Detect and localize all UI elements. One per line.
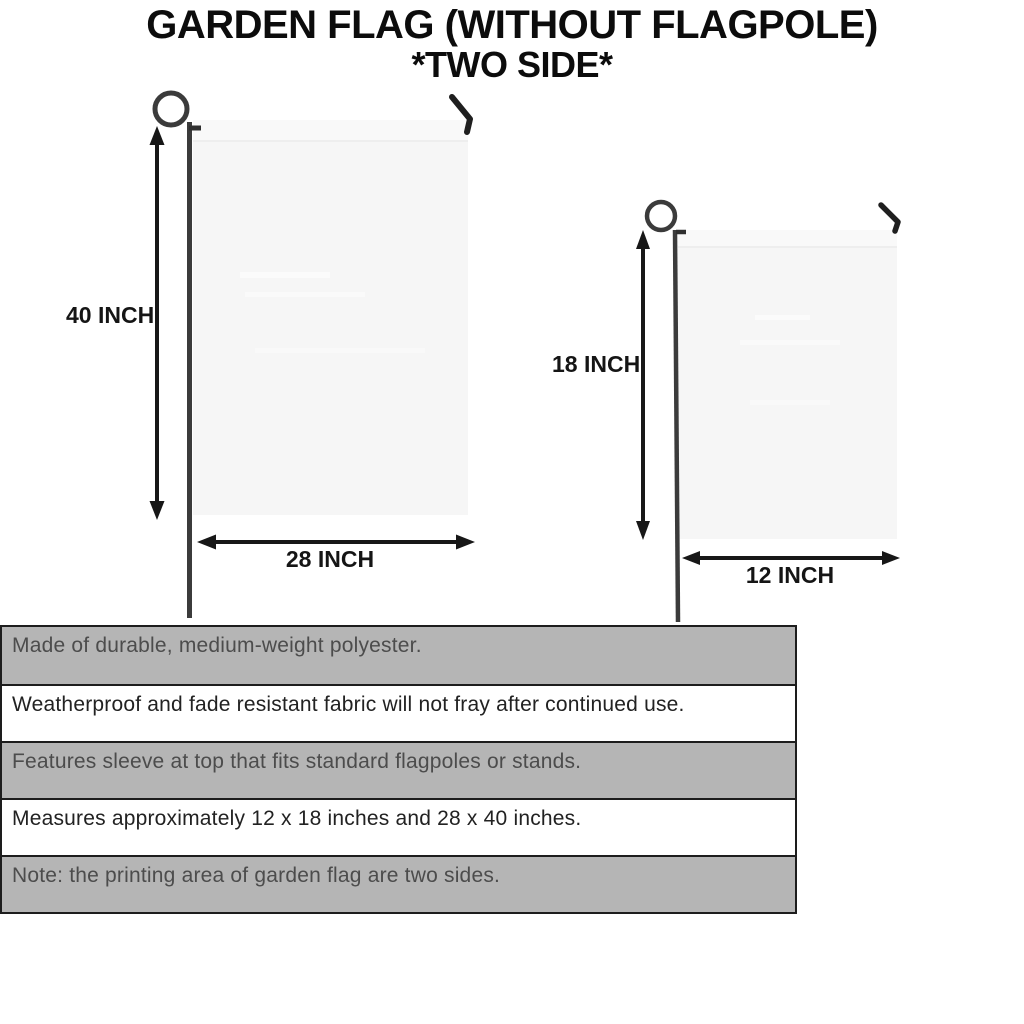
small-height-arrow: [636, 230, 650, 540]
small-flag-group: [636, 202, 900, 622]
fabric-highlight: [240, 272, 330, 278]
large-flag-group: [150, 93, 476, 618]
fabric-highlight: [755, 315, 810, 320]
title-line-1: GARDEN FLAG (WITHOUT FLAGPOLE): [146, 3, 878, 47]
title-line-2: *TWO SIDE*: [411, 44, 613, 85]
small-flag-hook-icon: [881, 205, 898, 231]
small-flag-width-label: 12 INCH: [745, 562, 835, 588]
feature-row: Note: the printing area of garden flag are two sides.: [2, 855, 795, 912]
large-flag-fabric: [193, 120, 468, 515]
large-pole-loop: [155, 93, 187, 125]
feature-row: Made of durable, medium-weight polyester.: [2, 627, 795, 684]
fabric-highlight: [245, 292, 365, 297]
feature-row: Features sleeve at top that fits standard flagpoles or stands.: [2, 741, 795, 798]
small-flag-fabric: [678, 230, 897, 539]
feature-table: [0, 625, 797, 914]
feature-row: Weatherproof and fade resistant fabric will not fray after continued use.: [2, 684, 795, 741]
feature-row: Measures approximately 12 x 18 inches and 28 x 40 inches.: [2, 798, 795, 855]
small-flag-sleeve: [678, 230, 897, 246]
large-flag-width-label: 28 INCH: [285, 546, 375, 572]
fabric-highlight: [255, 348, 425, 353]
small-flag-height-label: 18 INCH: [552, 351, 641, 377]
small-pole-loop: [647, 202, 675, 230]
fabric-highlight: [750, 400, 830, 405]
large-flag-sleeve: [193, 120, 468, 140]
small-flag-pole: [675, 230, 678, 622]
fabric-highlight: [740, 340, 840, 345]
large-flag-height-label: 40 INCH: [66, 302, 155, 328]
